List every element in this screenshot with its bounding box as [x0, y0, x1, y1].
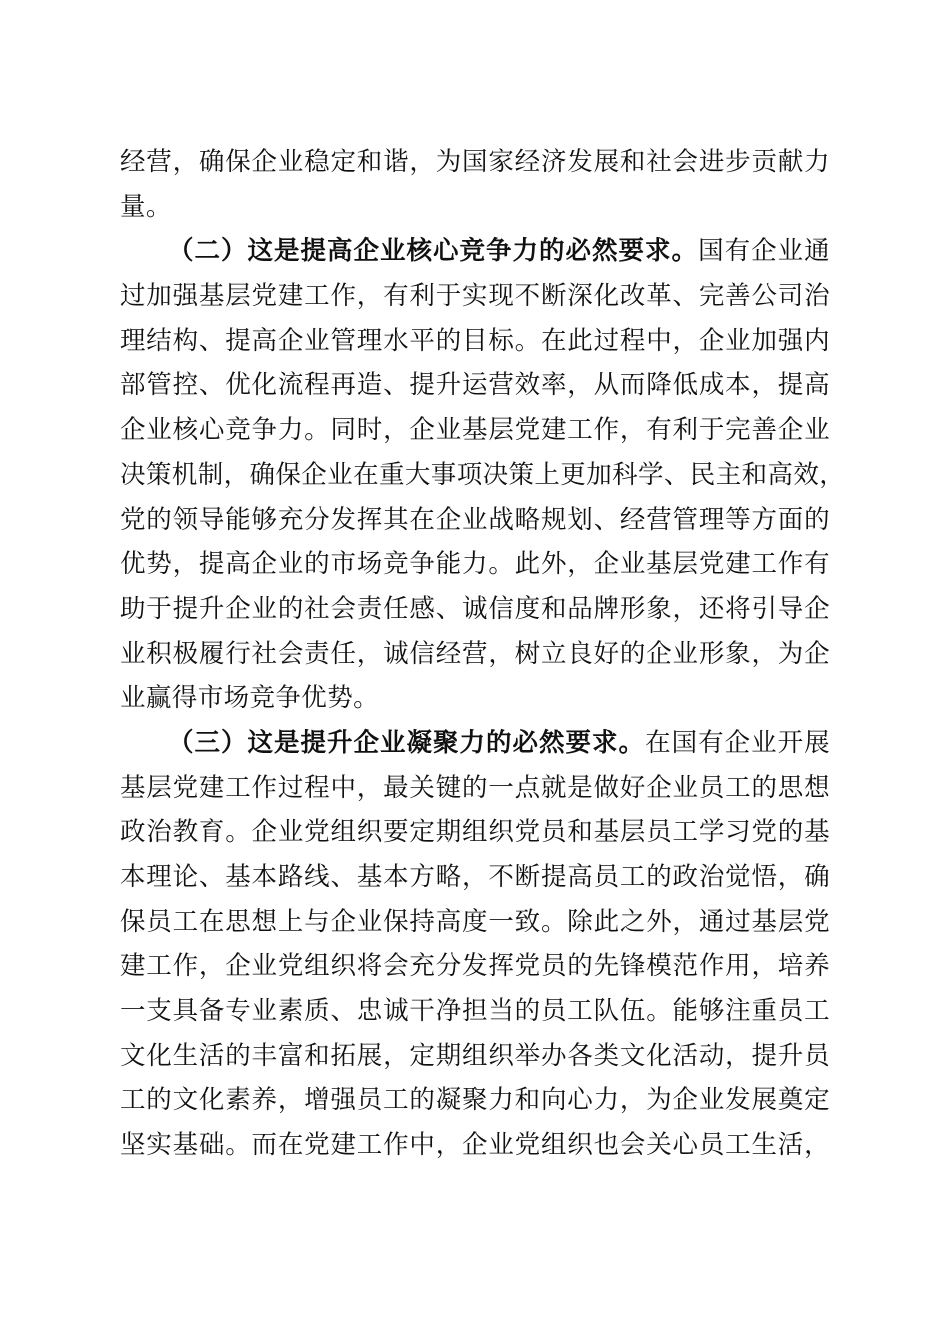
document-page [120, 140, 846, 1168]
text-line: 坚实基础。而在党建工作中，企业党组织也会关心员工生活， [120, 1130, 830, 1161]
text-line: 文化生活的丰富和拓展，定期组织举办各类文化活动，提升员 [120, 1040, 830, 1071]
text-line: 基层党建工作过程中，最关键的一点就是做好企业员工的思想 [120, 772, 830, 803]
text-line: 党的领导能够充分发挥其在企业战略规划、经营管理等方面的 [120, 504, 830, 535]
text-line: 助于提升企业的社会责任感、诚信度和品牌形象，还将引导企 [120, 593, 830, 624]
text-line [120, 721, 830, 766]
text-line: 建工作，企业党组织将会充分发挥党员的先锋模范作用，培养 [120, 951, 830, 982]
text-line: 保员工在思想上与企业保持高度一致。除此之外，通过基层党 [120, 906, 830, 937]
text-line: 业积极履行社会责任，诚信经营，树立良好的企业形象，为企 [120, 638, 830, 669]
text-line: 政治教育。企业党组织要定期组织党员和基层员工学习党的基 [120, 817, 830, 848]
text-line: 企业核心竞争力。同时，企业基层党建工作，有利于完善企业 [120, 415, 830, 446]
text-line: 经营，确保企业稳定和谐，为国家经济发展和社会进步贡献力 [120, 147, 830, 177]
section-heading: （二）这是提高企业核心竞争力的必然要求。 [168, 236, 699, 267]
text-line: 理结构、提高企业管理水平的目标。在此过程中，企业加强内 [120, 325, 830, 356]
text-line: 量。 [120, 191, 172, 222]
text-line: 业赢得市场竞争优势。 [120, 683, 380, 714]
paragraph-cohesion [120, 721, 830, 1168]
text-span: 国有企业通 [698, 236, 830, 267]
section-heading: （三）这是提升企业凝聚力的必然要求。 [168, 727, 646, 758]
paragraph-core-competitiveness [120, 229, 846, 721]
text-line: 决策机制，确保企业在重大事项决策上更加科学、民主和高效， [120, 459, 846, 490]
paragraph-continuation [120, 140, 830, 229]
text-line: 一支具备专业素质、忠诚干净担当的员工队伍。能够注重员工 [120, 996, 830, 1027]
text-line: 工的文化素养，增强员工的凝聚力和向心力，为企业发展奠定 [120, 1085, 830, 1116]
text-line: 部管控、优化流程再造、提升运营效率，从而降低成本，提高 [120, 370, 830, 401]
text-line: 过加强基层党建工作，有利于实现不断深化改革、完善公司治 [120, 281, 830, 312]
text-line: 本理论、基本路线、基本方略，不断提高员工的政治觉悟，确 [120, 862, 830, 892]
text-line: 优势，提高企业的市场竞争能力。此外，企业基层党建工作有 [120, 549, 830, 580]
text-line [120, 229, 830, 274]
text-span: 在国有企业开展 [645, 727, 830, 758]
